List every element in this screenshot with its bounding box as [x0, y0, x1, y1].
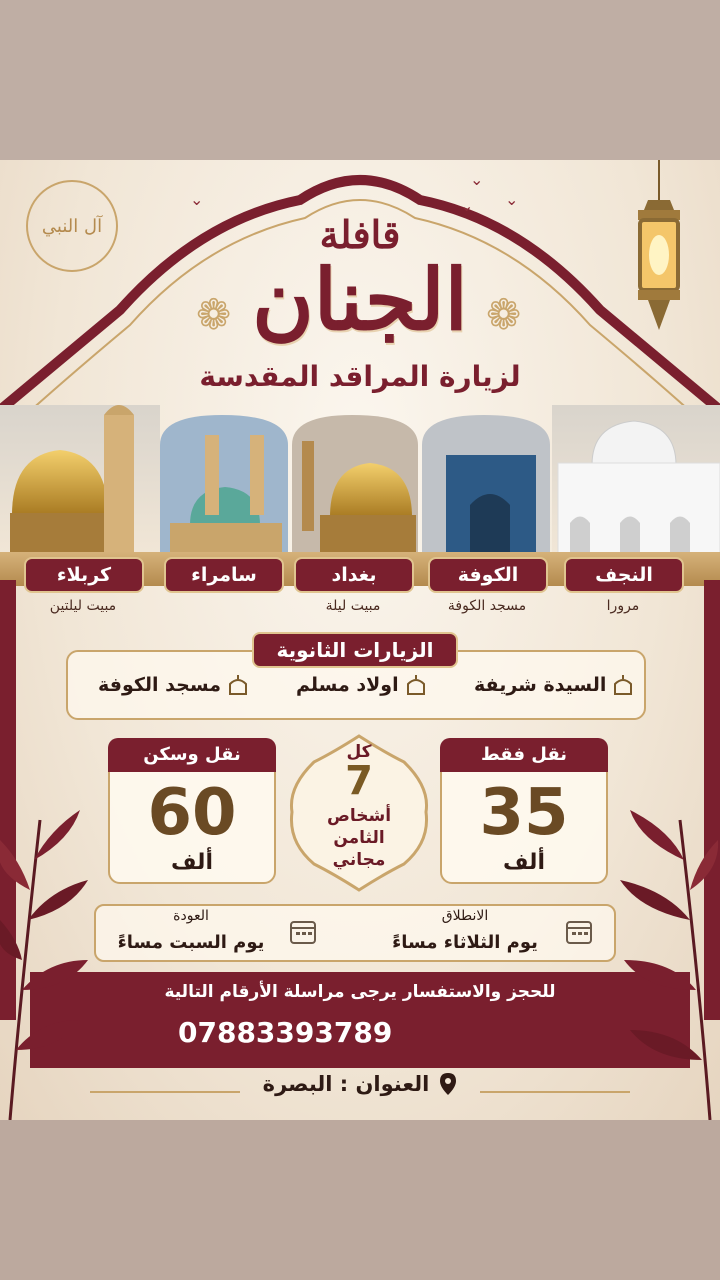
price-unit: ألف — [170, 850, 213, 875]
leaves-right-decoration — [610, 810, 720, 1120]
mosque-icon — [405, 674, 427, 696]
price-card-transport-lodging — [108, 738, 276, 884]
top-margin — [0, 0, 720, 160]
offer-number: 7 — [345, 758, 373, 804]
phone-row[interactable] — [170, 1012, 393, 1052]
visits-title: الزيارات الثانوية — [252, 632, 458, 668]
bird-icon: ⌄ — [505, 190, 519, 209]
leaves-left-decoration — [0, 800, 90, 1120]
address-text: العنوان : البصرة — [262, 1072, 430, 1096]
price-unit: ألف — [502, 850, 545, 875]
shrines-illustration — [0, 405, 720, 553]
visit-item — [474, 674, 634, 696]
bird-icon: ⌄ — [470, 170, 484, 189]
city-note-najaf: مرورا — [606, 598, 640, 614]
title-main: الجنان — [252, 250, 468, 349]
city-tab-samarra: سامراء — [164, 557, 284, 593]
price-value: 35 — [479, 776, 569, 850]
depart-value: يوم الثلاثاء مساءً — [392, 932, 538, 953]
price-label: نقل فقط — [440, 738, 608, 772]
offer-line2: أشخاص — [326, 806, 392, 826]
calendar-icon — [564, 916, 594, 946]
location-pin-icon — [439, 1072, 457, 1096]
offer-line4: مجاني — [332, 850, 386, 870]
return-value: يوم السبت مساءً — [117, 932, 265, 953]
bird-icon: ⌄ — [190, 190, 204, 209]
bird-icon: ⌄ — [460, 196, 474, 215]
offer-line3: الثامن — [333, 828, 385, 848]
visit-label: مسجد الكوفة — [98, 674, 221, 696]
price-value: 60 — [147, 776, 237, 850]
title-small: قافلة — [319, 212, 401, 257]
calligraphy-text: آل النبي — [41, 215, 103, 237]
visit-label: السيدة شريفة — [474, 674, 607, 696]
calendar-icon — [288, 916, 318, 946]
city-note-kufa: مسجد الكوفة — [447, 598, 527, 614]
return-label: العودة — [173, 908, 209, 924]
contact-text: للحجز والاستفسار يرجى مراسلة الأرقام التالية — [164, 982, 556, 1002]
city-note-karbala: مبيت ليلتين — [49, 598, 117, 614]
ornament-right-icon: ❁ — [486, 290, 522, 339]
visit-item — [296, 674, 427, 696]
city-tab-najaf: النجف — [564, 557, 684, 593]
city-tab-karbala: كربلاء — [24, 557, 144, 593]
city-tab-kufa: الكوفة — [428, 557, 548, 593]
offer-line1: كل — [346, 742, 372, 762]
ornament-left-icon: ❁ — [196, 290, 232, 339]
price-label: نقل وسكن — [108, 738, 276, 772]
city-tab-baghdad: بغداد — [294, 557, 414, 593]
bottom-margin — [0, 1120, 720, 1280]
phone-number[interactable]: 07883393789 — [178, 1015, 393, 1049]
poster — [0, 160, 720, 1120]
mosque-icon — [612, 674, 634, 696]
title-subtitle: لزيارة المراقد المقدسة — [199, 360, 521, 393]
visit-label: اولاد مسلم — [296, 674, 399, 696]
visit-item — [98, 674, 249, 696]
city-note-baghdad: مبيت ليلة — [325, 598, 381, 614]
price-card-transport — [440, 738, 608, 884]
mosque-icon — [227, 674, 249, 696]
depart-label: الانطلاق — [441, 908, 489, 924]
